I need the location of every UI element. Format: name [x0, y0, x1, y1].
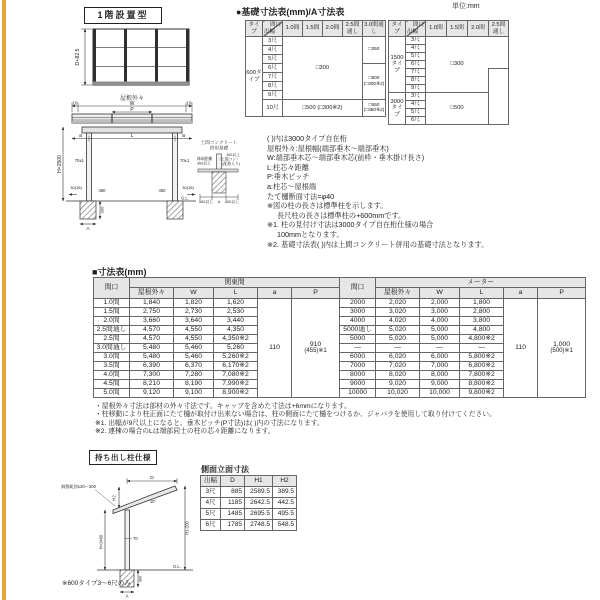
footnote-line: ・柱移動により柱正面にたて樋が取付け出来ない場合は、柱の側面にたて樋をつけるか、ジャバラを使用して取り付けてください。 — [95, 411, 496, 419]
row-label: 8000 — [340, 371, 376, 380]
col-header: 1.5間 — [447, 21, 468, 37]
foundation-depth-label: 300 — [138, 575, 143, 583]
col-header: 2.5間通し — [343, 21, 363, 37]
col-header: 3.0間通し — [364, 22, 384, 35]
footnote-line: ※2. 連棟の場合のLは端部同士の柱の芯々距離になります。 — [95, 427, 275, 435]
col-header-type: タイプ — [389, 21, 406, 37]
header-group-meter: メーター — [376, 278, 586, 288]
offset-left-label: 30(18) — [70, 185, 82, 190]
dim-value: 9,020 — [376, 380, 420, 389]
row-label: 5尺 — [406, 53, 426, 61]
adjust-range-label: 調整範囲120〜300 — [61, 484, 96, 489]
dim-value: — — [376, 344, 420, 353]
dim-value: 5,460 — [174, 353, 214, 362]
footnote-line: ※1. 出幅が9尺以上になると、垂木ピッチ(P寸法)は( )内の寸法になります。 — [95, 419, 324, 427]
offset-right-label: 30(18) — [182, 185, 194, 190]
dim-value: 2589.5 — [245, 487, 273, 498]
dim-value: 2748.5 — [245, 520, 273, 531]
note-line: ( )内は3000タイプ自在桁 — [267, 134, 347, 143]
dim-value: 6,370 — [174, 362, 214, 371]
row-label: 3000 — [340, 308, 376, 317]
row-label: 3尺 — [263, 37, 283, 46]
plan-depth-dimension — [75, 29, 92, 85]
installation-type-badge — [84, 7, 162, 24]
note-line: W:端部垂木芯〜端部垂木芯(前枠・垂木掛け長さ) — [267, 153, 425, 163]
dim-value: 2,750 — [130, 308, 174, 317]
front-beam-strip — [93, 82, 189, 86]
note-line: a:柱芯〜屋根端 — [267, 181, 317, 191]
a-value-meter: 110 — [504, 299, 538, 398]
dim-value: 6,000 — [420, 353, 460, 362]
dim-value: 2,000 — [420, 299, 460, 308]
col-header: 1.5間 — [303, 21, 323, 37]
concrete-detail — [197, 139, 241, 204]
row-label: 2000 — [340, 299, 376, 308]
h2-dimension — [112, 487, 120, 508]
col-header: 1.0間 — [426, 21, 447, 37]
merged-empty-cell — [489, 37, 509, 69]
dim-value: 1,820 — [174, 299, 214, 308]
overhang-label: D — [150, 476, 154, 481]
col-header: L — [214, 288, 258, 299]
row-label: 4尺 — [406, 45, 426, 53]
header-maguchi-meter: 間口 — [340, 278, 376, 299]
note-line: ※2. 基礎寸法表( )内は土間コンクリート併用の基礎寸法となります。 — [267, 239, 489, 249]
row-label: 2.0間 — [94, 317, 130, 326]
slab-note-line2: 〈土間コン〉 — [217, 157, 240, 162]
dimension-table — [93, 277, 586, 398]
foundation-width-label: A — [125, 593, 129, 598]
dim-value: 3,800 — [460, 317, 504, 326]
dim-value: 2,530 — [214, 308, 258, 317]
col-header: W — [174, 288, 214, 299]
margin-left-label: 10 — [72, 100, 78, 106]
dim-value: 2642.5 — [245, 498, 273, 509]
curved-roof-beam — [113, 486, 177, 514]
row-label: 1.0間 — [94, 299, 130, 308]
dim-value: 10,020 — [376, 389, 420, 398]
dim-value: 442.5 — [273, 498, 297, 509]
col-header: L — [460, 288, 504, 299]
legend-notes — [267, 134, 600, 249]
type-label: 3000タイプ — [389, 93, 406, 125]
row-label: 4尺 — [406, 101, 426, 109]
row-label: 5尺 — [263, 55, 283, 64]
col-header: 2.0間 — [323, 21, 343, 37]
dim-value: 7,280 — [174, 371, 214, 380]
front-height-dimension — [185, 486, 190, 570]
diagonal-header — [263, 21, 283, 37]
front-height-label: H1-200 — [184, 521, 190, 535]
foundation-value: □500 — [426, 93, 489, 125]
plan-depth-label: D+82.5 — [75, 48, 81, 66]
header-depth: 出幅 — [407, 28, 419, 35]
row-label: 5尺 — [406, 109, 426, 117]
dim-value: 4,800※2 — [460, 335, 504, 344]
height-label: H=2500 — [57, 155, 63, 173]
span-label: L — [130, 133, 134, 140]
row-label: 10000 — [340, 389, 376, 398]
col-header: a — [258, 288, 292, 299]
dim-value: 548.5 — [273, 520, 297, 531]
dim-value: 8,800※2 — [460, 380, 504, 389]
a-value-kanto: 110 — [258, 299, 292, 398]
dim-value: 8,900※2 — [214, 389, 258, 398]
w-label: W — [129, 100, 135, 107]
right-post — [173, 133, 178, 201]
value-line: (□350※2) — [363, 108, 385, 113]
row-label: 5尺 — [201, 509, 221, 520]
value-line: □500 — [368, 76, 380, 82]
margin-right-label: 10 — [186, 100, 192, 106]
header-depth: 出幅 — [264, 28, 276, 35]
footnote-line: ・屋根外々寸法は部材の外々寸法です。キャップを含めた寸法は+6mmになります。 — [95, 403, 351, 410]
row-label: 6尺 — [263, 64, 283, 73]
dim-value: 2695.5 — [245, 509, 273, 520]
empty-cell — [489, 69, 509, 125]
row-label: 6000 — [340, 353, 376, 362]
row-label: 4.5間 — [94, 380, 130, 389]
ground-level-label: G.L. — [173, 564, 181, 569]
foundation-value: □300 — [283, 37, 363, 100]
dim-value: 5,020 — [376, 335, 420, 344]
row-label: — — [340, 344, 376, 353]
detail-dim-left: 500以上 — [199, 200, 213, 204]
row-label: 3尺 — [406, 37, 426, 45]
dim-value: 4,350 — [214, 326, 258, 335]
dim-value: 6,390 — [130, 362, 174, 371]
row-label: 4.0間 — [94, 371, 130, 380]
side-elevation-table-title: 側面立面寸法 — [201, 465, 249, 474]
dim-value: 7,020 — [376, 362, 420, 371]
dim-value: 8,190 — [174, 380, 214, 389]
dim-value: 8,210 — [130, 380, 174, 389]
dim-value: 3,440 — [214, 317, 258, 326]
detail-foundation — [212, 172, 226, 193]
dim-value: 5,460 — [174, 344, 214, 353]
dim-value: 1185 — [221, 498, 245, 509]
height-dimension — [57, 127, 63, 201]
side-elevation-table — [200, 475, 297, 531]
col-header: 1.0間 — [283, 21, 303, 37]
col-header: H2 — [273, 476, 297, 487]
row-label: 8尺 — [263, 82, 283, 91]
post-height-dimension — [99, 510, 106, 570]
row-label: 7尺 — [406, 69, 426, 77]
dim-value: 5,480 — [130, 353, 174, 362]
dim-value: 5,000 — [420, 326, 460, 335]
foundation-depth-label: 300 — [99, 206, 105, 214]
row-label: 4尺 — [201, 498, 221, 509]
dim-value: 8,020 — [376, 371, 420, 380]
dim-value: 4,020 — [376, 317, 420, 326]
foundation-value: □300 — [426, 37, 489, 93]
edge-distance-label2: 300以上 — [197, 161, 211, 166]
note-line: L:柱芯々距離 — [267, 162, 309, 172]
type-label: 600タイプ — [246, 37, 263, 117]
col-header: P — [538, 288, 586, 299]
foundation-value: □350 — [363, 37, 386, 64]
left-post — [87, 133, 92, 201]
dim-value: 9,120 — [130, 389, 174, 398]
dim-value: 7,300 — [130, 371, 174, 380]
h2-label: H2 — [111, 495, 117, 501]
row-label: 7尺 — [263, 73, 283, 82]
col-header: P — [292, 288, 340, 299]
value-line: (□300※2) — [363, 81, 385, 87]
dim-value: 5,260※2 — [214, 353, 258, 362]
col-header: 出幅 — [201, 476, 221, 487]
detail-dim-mid: A — [217, 200, 221, 204]
ground-level-label: G.L. — [181, 195, 189, 201]
row-label: 3.0間通し — [94, 344, 130, 353]
detail-post — [217, 154, 222, 170]
dim-value: 6,800※2 — [460, 362, 504, 371]
roof-angle-label: 10° — [149, 499, 157, 504]
note-line: ※1. 柱の見付け寸法は3000タイプ自在桁仕様の場合 — [267, 220, 434, 230]
p-value-meter — [538, 299, 586, 398]
header-maguchi: 間口 — [269, 22, 281, 28]
post-height-label: H=2400 — [98, 534, 104, 550]
dim-value: 2,730 — [174, 308, 214, 317]
dim-value: 1,800 — [460, 299, 504, 308]
slab — [198, 169, 238, 172]
overhang-dimension — [127, 475, 177, 484]
post-tolerance-right-label: 70±1 — [180, 158, 190, 163]
installation-type-label: 1階設置型 — [97, 10, 149, 20]
slab-note-line1: 100以上 — [226, 153, 240, 157]
dim-value: 7,800※2 — [460, 371, 504, 380]
dim-value: 5,260 — [214, 344, 258, 353]
dim-value: 2,020 — [376, 299, 420, 308]
dim-value: 885 — [221, 487, 245, 498]
dim-value: 5,000 — [420, 335, 460, 344]
dim-value: 5,020 — [376, 326, 420, 335]
dimension-table-title: ■寸法表(mm) — [92, 267, 147, 277]
dim-value: 3,020 — [376, 308, 420, 317]
dim-value: 4,570 — [130, 335, 174, 344]
dim-value: — — [420, 344, 460, 353]
foundation-value: □500 (□300※2) — [283, 100, 363, 117]
dim-value: 7,000 — [420, 362, 460, 371]
row-label: 7000 — [340, 362, 376, 371]
roof-outer-label: 屋根外々 — [119, 96, 145, 102]
right-foundation-block — [167, 201, 183, 219]
front-elevation-diagram — [50, 92, 242, 244]
dim-value: 1,620 — [214, 299, 258, 308]
pitch-dimension — [112, 107, 152, 113]
foundation-table-1500-3000 — [388, 20, 509, 125]
dimension-table-footnotes — [95, 403, 587, 436]
roof-plan-grid — [93, 29, 189, 85]
dim-value: 10,000 — [420, 389, 460, 398]
header-maguchi-kanto: 間口 — [94, 278, 130, 299]
dim-value: 1485 — [221, 509, 245, 520]
row-label: 2.5間 — [94, 335, 130, 344]
dim-value: 9,800※2 — [460, 389, 504, 398]
col-header: 2.0間 — [468, 21, 489, 37]
col-header: H1 — [245, 476, 273, 487]
p-line1: 910 — [309, 340, 322, 348]
dim-value: 7,990※2 — [214, 380, 258, 389]
dim-value: 9,100 — [174, 389, 214, 398]
cantilever-post-badge — [89, 450, 157, 465]
foundation-value — [363, 100, 386, 117]
col-header-type: タイプ — [246, 21, 263, 37]
dim-value: 5,800※2 — [460, 353, 504, 362]
row-label: 6尺 — [406, 61, 426, 69]
row-label: 4000 — [340, 317, 376, 326]
header-maguchi: 間口 — [412, 22, 424, 28]
a-right-label: a — [182, 133, 185, 140]
value-line: □550 — [368, 102, 380, 108]
slab-note-line3: (配筋入り) — [222, 162, 240, 166]
dim-value: 6,170※2 — [214, 362, 258, 371]
dim-value: 6,020 — [376, 353, 420, 362]
inner-right-label: 450 — [158, 188, 166, 193]
concrete-title-line1: 土間コンクリート — [200, 140, 238, 145]
foundation-width-label: A — [86, 226, 90, 231]
dim-value: 4,570 — [130, 326, 174, 335]
row-label: 6尺 — [406, 117, 426, 125]
col-header: 2.5間通し — [489, 21, 509, 37]
detail-dim-right: 500以上 — [225, 200, 239, 204]
row-label: 9尺 — [263, 91, 283, 100]
dim-value: 7,080※2 — [214, 371, 258, 380]
row-label: 2.5間通し — [94, 326, 130, 335]
col-header: W — [420, 288, 460, 299]
pitch-label: P — [130, 106, 134, 113]
col-header: 屋根外々 — [376, 288, 420, 299]
dim-value: 1785 — [221, 520, 245, 531]
note-line: 100mmとなります。 — [277, 229, 344, 239]
edge-distance-label1: 縁端距離 — [197, 157, 213, 161]
note-line: P:垂木ピッチ — [267, 172, 310, 182]
left-foundation-block — [80, 201, 96, 219]
dim-value: 9,000 — [420, 380, 460, 389]
roof-panel — [72, 114, 192, 123]
row-label: 3.5間 — [94, 362, 130, 371]
type-label: 1500タイプ — [389, 37, 406, 93]
cantilever-post-label: 持ち出し柱仕様 — [95, 453, 151, 462]
note-line: たて樋断面寸法=φ40 — [267, 191, 335, 201]
foundation-table-600 — [245, 20, 386, 117]
row-label: 1.5間 — [94, 308, 130, 317]
row-label: 3尺 — [406, 93, 426, 101]
dim-value: 4,550 — [174, 335, 214, 344]
dim-value: 4,350※2 — [214, 335, 258, 344]
row-label: 9尺 — [406, 85, 426, 93]
row-label: 6尺 — [201, 520, 221, 531]
col-header: D — [221, 476, 245, 487]
dim-value: 5,480 — [130, 344, 174, 353]
p-value-kanto — [292, 299, 340, 398]
col-header: a — [504, 288, 538, 299]
front-beam — [82, 127, 182, 133]
left-accent-bar — [2, 0, 6, 600]
inner-left-label: 450 — [98, 188, 106, 193]
post-width-label: 70 — [133, 536, 138, 541]
concrete-title-line2: 併用基礎 — [209, 145, 229, 151]
foundation-value — [363, 64, 386, 100]
row-label: 3尺 — [201, 487, 221, 498]
note-line: ※図の柱の長さは標準柱を示します。 — [267, 201, 388, 211]
p-line2: (455)※1 — [304, 348, 327, 355]
note-line: 屋根外々:屋根幅(端部垂木〜端部垂木) — [267, 143, 389, 153]
cantilever-note: ※600タイプ3〜6尺のみ — [62, 580, 131, 587]
dim-value: 3,660 — [130, 317, 174, 326]
row-label: 4尺 — [263, 46, 283, 55]
dim-value: 4,800 — [460, 326, 504, 335]
row-label: 5000通し — [340, 326, 376, 335]
diagonal-header — [406, 21, 426, 37]
dim-value: 1,840 — [130, 299, 174, 308]
dim-value: 2,800 — [460, 308, 504, 317]
foundation-table-title: ●基礎寸法表(mm)/A寸法表 — [236, 7, 345, 17]
dim-value: 389.5 — [273, 487, 297, 498]
header-group-kanto: 関東間 — [130, 278, 340, 288]
row-label: 5.0間 — [94, 389, 130, 398]
unit-label: 単位:mm — [452, 3, 480, 10]
dim-value: 4,000 — [420, 317, 460, 326]
dim-value: 3,000 — [420, 308, 460, 317]
post-tolerance-left-label: 70±1 — [74, 158, 84, 163]
dim-value: — — [460, 344, 504, 353]
row-label: 9000 — [340, 380, 376, 389]
row-label: 5000 — [340, 335, 376, 344]
cantilever-post — [125, 510, 130, 570]
a-left-label: a — [79, 133, 82, 140]
row-label: 3.0間 — [94, 353, 130, 362]
dim-value: 4,550 — [174, 326, 214, 335]
dim-value: 8,000 — [420, 371, 460, 380]
row-label: 8尺 — [406, 77, 426, 85]
p-line1: 1,000 — [553, 340, 571, 348]
dim-value: 3,640 — [174, 317, 214, 326]
dim-value: 495.5 — [273, 509, 297, 520]
p-line2: (500)※1 — [550, 348, 573, 355]
note-line: 長尺柱の長さは標準柱の+600mmです。 — [277, 210, 406, 220]
row-label: 10尺 — [263, 100, 283, 117]
col-header: 屋根外々 — [130, 288, 174, 299]
roof-plan-diagram — [48, 24, 206, 96]
